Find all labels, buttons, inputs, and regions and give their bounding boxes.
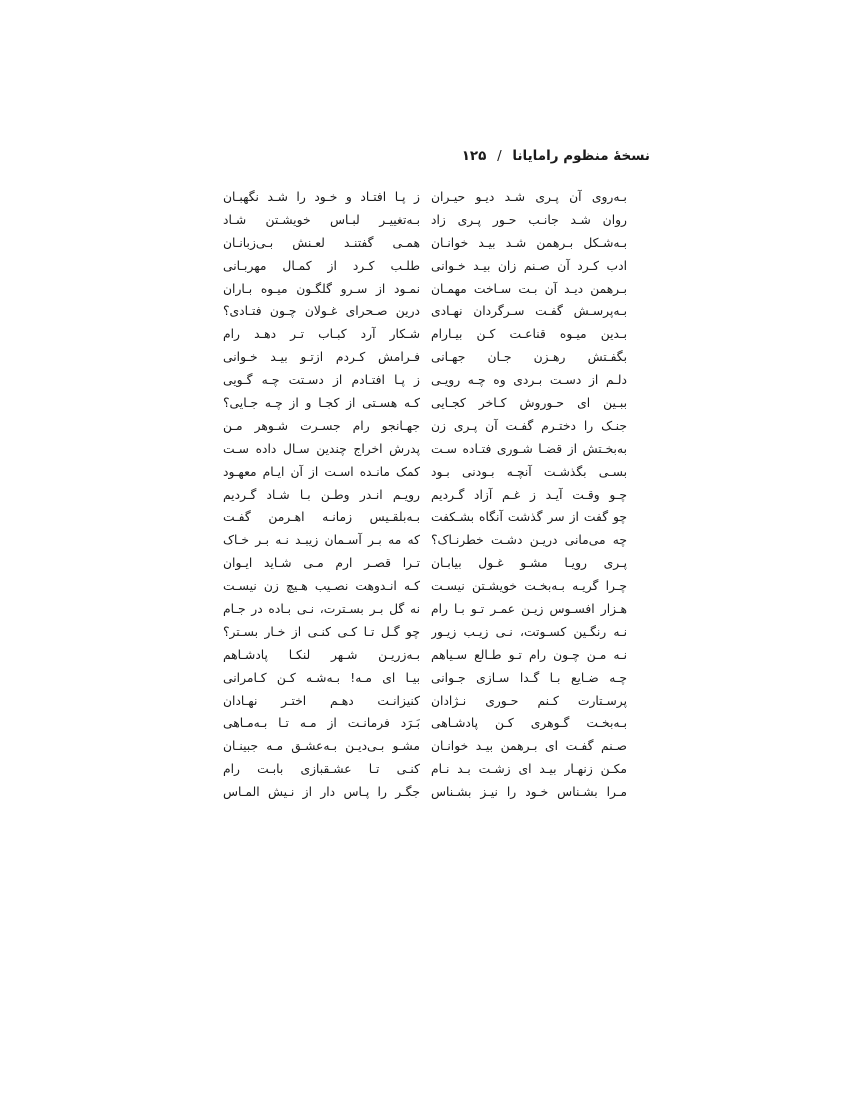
poem-verse-line: رویـم انـدر وطـن بـا شـاد گـردیم xyxy=(223,487,420,502)
poem-verse-line: مـرا بشـناس خـود را نیـز بشـناس xyxy=(431,785,627,800)
book-title: نسخهٔ منظوم رامایانا xyxy=(512,148,650,164)
poem-verse-line: ادب کـرد آن صـنم زان بیـد خـوانی xyxy=(431,258,627,273)
poem-verse-line: کـه هسـتی از کجـا و از چـه جـایی؟ xyxy=(223,396,420,411)
poem-verse-line: بـرهمن دیـد آن بـت سـاخت مهمـان xyxy=(431,281,627,296)
poem-verse-line: نـه مـن چـون رام تـو طـالع سـیاهم xyxy=(431,647,627,662)
poem-verse-line: بـه‌بخـت گـوهری کـن پادشـاهی xyxy=(431,716,627,731)
poem-verse-line: بـه‌شـکل بـرهمن شـد بیـد خوانـان xyxy=(431,235,627,250)
poem-verse-line: که مه بـر آسـمان زیبـد نـه بـر خـاک xyxy=(223,533,420,548)
poem-verse-line: جهـانجو رام جسـرت شـوهر مـن xyxy=(223,418,420,433)
poem-verse-line: پرسـتارت کـنم حـوری نـژادان xyxy=(431,693,627,708)
running-header xyxy=(200,148,650,172)
poem-verse-line: ببـین ای حـوروش کـاخر کجـایی xyxy=(431,396,627,411)
poem-verse-line: فـرامش کـردم ازتـو بیـد خـوانی xyxy=(223,350,420,365)
poem-verse-line: ز پـا افتـادم از دسـتت چـه گـویی xyxy=(223,373,420,388)
poem-verse-line: پـری رویـا مشـو غـول بیابـان xyxy=(431,556,627,571)
poem-verse-line: کنـی تـا عشـقبازی بابـت رام xyxy=(223,762,420,777)
poem-verse-line: درین صـحرای غـولان چـون فتـادی؟ xyxy=(223,304,420,319)
poem-verse-line: بـه‌تغییـر لبـاس خویشـتن شـاد xyxy=(223,212,420,227)
poem-verse-line: چه می‌مانی دریـن دشـت خطرنـاک؟ xyxy=(431,533,627,548)
poem-verse-line: بَـرَد فرمانـت از مـه تـا بـه‌مـاهی xyxy=(223,716,420,731)
poem-verse-line: شـکار آرد کبـاب تـر دهـد رام xyxy=(223,327,420,342)
poem-verse-line: پدرش اخراج چندین سـال داده سـت xyxy=(223,441,420,456)
poem-verse-line: ز پـا افتـاد و خـود را شـد نگهبـان xyxy=(223,190,420,204)
poem-verse-line: چو گـل تـا کـی کنـی از خـار بسـتر؟ xyxy=(223,624,420,639)
poem-verse-line: چـو وقـت آیـد ز غـم آزاد گـردیم xyxy=(431,487,627,502)
poem-verse-line: همـی گفتنـد لعـنش بـی‌زبانـان xyxy=(223,235,420,250)
poem-verse-line: هـزار افسـوس زیـن عمـر تـو بـا رام xyxy=(431,602,627,617)
poem-verse-line: بیـا ای مـه! بـه‌شـه کـن کـامرانی xyxy=(223,670,420,685)
poem-verse-line: چو گفت از سر گذشت آنگاه بشـکفت xyxy=(431,510,627,525)
poem-verse-line: چـرا گریـه بـه‌بخـت خویشـتن نیسـت xyxy=(431,579,627,594)
poem-verse-line: بـه‌پرسـش گفـت سـرگردان نهـادی xyxy=(431,304,627,319)
poem-verse-line: بـه‌بلقـیس زمانـه اهـرمن گفـت xyxy=(223,510,420,525)
poem-column-left xyxy=(223,186,420,804)
poem-verse-line: صـنم گفـت ای بـرهمن بیـد خوانـان xyxy=(431,739,627,754)
poem-column-right xyxy=(431,186,627,804)
poem-verse-line: بـه‌زریـن شـهر لنکـا پادشـاهم xyxy=(223,647,420,662)
poem-verse-line: کـه انـدوهت نصـیب هـیچ زن نیسـت xyxy=(223,579,420,594)
poem-verse-line: کمک مانـده اسـت از آن ایـام معهـود xyxy=(223,464,420,479)
poem-verse-line: طلـب کـرد از کمـال مهربـانی xyxy=(223,258,420,273)
poem-verse-line: بگفـتش رهـزن جـان جهـانی xyxy=(431,350,627,365)
poem-verse-line: بسـی بگذشـت آنچـه بـودنی بـود xyxy=(431,464,627,479)
poem-verse-line: تـرا قصـر ارم مـی شـاید ایـوان xyxy=(223,556,420,571)
header-separator: / xyxy=(497,148,502,164)
poem-verse-line: بـه‌روی آن پـری شـد دیـو حیـران xyxy=(431,190,627,204)
poem-verse-line: کنیزانـت دهـم اختـر نهـادان xyxy=(223,693,420,708)
poem-verse-line: روان شـد جانـب حـور پـری زاد xyxy=(431,212,627,227)
page-number: ۱۲۵ xyxy=(461,148,487,164)
poem-verse-line: به‌بخـتش از قضـا شـوری فتـاده سـت xyxy=(431,441,627,456)
poem-verse-line: بـدین میـوه قناعـت کـن بیـارام xyxy=(431,327,627,342)
poem-verse-line: چـه ضـایع بـا گـدا سـازی جـوانی xyxy=(431,670,627,685)
poem-verse-line: نـه رنگـین کسـوتت، نـی زیـب زیـور xyxy=(431,624,627,639)
poem-verse-line: نمـود از سـرو گلگـون میـوه بـاران xyxy=(223,281,420,296)
poem-verse-line: جگـر را پـاس دار از نـیش المـاس xyxy=(223,785,420,800)
poem-verse-line: مشـو بـی‌دیـن بـه‌عشـق مـه جبینـان xyxy=(223,739,420,754)
poem-verse-line: جنـک را دختـرم گفـت آن پـری زن xyxy=(431,418,627,433)
poem-verse-line: دلـم از دسـت بـردی وه چـه رویـی xyxy=(431,373,627,388)
poem-verse-line: نه گل بـر بسـترت، نـی بـاده در جـام xyxy=(223,602,420,617)
poem-verse-line: مکـن زنهـار بیـد ای زشـت بـد نـام xyxy=(431,762,627,777)
